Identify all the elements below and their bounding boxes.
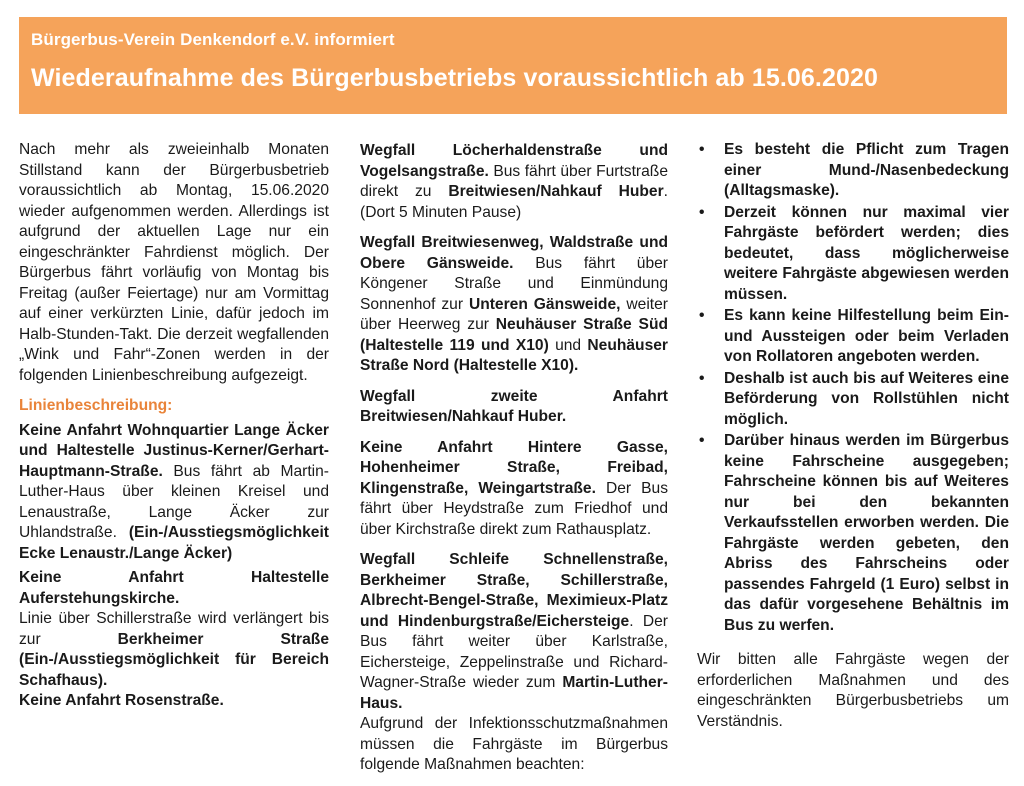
route-paragraph <box>360 141 668 223</box>
intro-paragraph: Nach mehr als zweieinhalb Monaten Stillstand kann der Bürgerbusbetrieb voraussichtlich ab Montag, 15.06.2020 wieder aufgenommen werden. Allerdings ist aufgrund der aktuellen Lage nur ein eingeschränkter Fahrdienst möglich. Der Bürgerbus fährt vorläufig von Montag bis Freitag (außer Feiertage) nur am Vormittag auf einer verkürzten Linie, dafür jedoch im Halb-Stunden-Takt. Die derzeit wegfallenden „Wink und Fahr“-Zonen werden in der folgenden Linienbeschreibung aufgezeigt. <box>19 141 329 384</box>
route-paragraph <box>360 438 668 541</box>
route-change-text: Der Bus fährt über Heydstraße zum Friedhof und über Kirchstraße direkt zum Rathausplatz. <box>360 479 668 538</box>
route-change-title: Keine Anfahrt Haltestelle Auferstehungskirche. <box>19 569 329 607</box>
column-2 <box>360 141 668 786</box>
route-paragraph <box>19 568 329 691</box>
list-item: • Es besteht die Pflicht zum Tragen einer Mund-/Nasenbedeckung (Alltagsmaske). <box>697 140 1009 202</box>
closing-paragraph: Wir bitten alle Fahrgäste wegen der erforderlichen Maßnahmen und des eingeschränkten Bürgerbusbetriebs um Verständnis. <box>697 651 1009 730</box>
route-change-title: Wegfall zweite Anfahrt Breitwiesen/Nahkauf Huber. <box>360 387 668 425</box>
list-item: • Deshalb ist auch bis auf Weiteres eine Beförderung von Rollstühlen nicht möglich. <box>697 369 1009 431</box>
route-change-title: Wegfall Löcherhaldenstraße und Vogelsangstraße. <box>360 142 668 180</box>
route-change-stop: Neuhäuser Straße Süd (Haltestelle 119 und X10) <box>360 316 668 354</box>
route-change-text: weiter über Heerweg zur <box>360 295 668 333</box>
route-change-title: Keine Anfahrt Hintere Gasse, Hohenheimer Straße, Freibad, Klingenstraße, Weingartstraße. <box>360 438 668 497</box>
measures-intro: Aufgrund der Infektionsschutzmaßnahmen müssen die Fahrgäste im Bürgerbus folgende Maßnahmen beachten: <box>360 715 668 773</box>
list-item: • Darüber hinaus werden im Bürgerbus keine Fahrscheine ausgegeben; Fahrscheine können bis auf Weiteres nur bei den bekannten Verkaufsstellen erworben werden. Die Fahrgäste werden gebeten, den Abriss des Fahrscheins oder passendes Fahrgeld (1 Euro) selbst in das dafür vorgesehene Behältnis im Bus zu werfen. <box>697 431 1009 636</box>
measures-list <box>697 140 1009 636</box>
route-paragraph <box>360 387 668 428</box>
route-change-stop: Breitwiesen/Nahkauf Huber <box>448 183 664 200</box>
route-change-text: . Der Bus fährt weiter über Karlstraße, Eichersteige, Zeppelinstraße und Richard-Wagner-Straße wieder zum <box>360 612 668 691</box>
route-change-text: und <box>548 336 588 354</box>
header-title: Wiederaufnahme des Bürgerbusbetriebs voraussichtlich ab 15.06.2020 <box>31 64 878 92</box>
route-change-title: Wegfall Breitwiesenweg, Waldstraße und Obere Gänsweide. <box>360 234 668 272</box>
route-change-title: Keine Anfahrt Wohnquartier Lange Äcker und Haltestelle Justinus-Kerner/Gerhart-Hauptmann-Straße. <box>19 421 329 480</box>
header-banner <box>19 17 1007 114</box>
list-item: • Derzeit können nur maximal vier Fahrgäste befördert werden; dies bedeutet, dass möglicherweise weitere Fahrgäste abgewiesen werden müssen. <box>697 203 1009 306</box>
column-3 <box>697 140 1009 742</box>
header-subtitle: Bürgerbus-Verein Denkendorf e.V. informiert <box>31 30 395 49</box>
section-heading: Linienbeschreibung: <box>19 397 173 414</box>
route-change-stop: Unteren Gänsweide, <box>468 295 621 313</box>
route-change-text: Linie über Schillerstraße wird verlängert bis zur <box>19 610 329 648</box>
route-change-text: Bus fährt über Furtstraße direkt zu <box>360 162 668 200</box>
column-1 <box>19 140 329 722</box>
route-change-stop: Martin-Luther-Haus. <box>360 674 668 712</box>
route-paragraph <box>19 421 329 565</box>
route-paragraph <box>19 691 329 712</box>
route-change-note: (Ein-/Ausstiegsmöglichkeit Ecke Lenaustr./Lange Äcker) <box>19 524 329 562</box>
route-change-text: Bus fährt ab Martin-Luther-Haus über kleinen Kreisel und Lenaustraße, Lange Äcker zur Uhlandstraße. <box>19 462 329 541</box>
route-change-stop: Neuhäuser Straße Nord (Haltestelle X10). <box>360 336 668 374</box>
route-paragraph <box>360 550 668 714</box>
route-change-title: Wegfall Schleife Schnellenstraße, Berkheimer Straße, Schillerstraße, Albrecht-Bengel-Straße, Meximieux-Platz und Hindenburgstraße/Eichersteige <box>360 551 668 630</box>
list-item: • Es kann keine Hilfestellung beim Ein- und Aussteigen oder beim Verladen von Rollatoren angeboten werden. <box>697 306 1009 368</box>
route-change-title: Keine Anfahrt Rosenstraße. <box>19 692 224 709</box>
route-paragraph <box>360 233 668 377</box>
route-change-note: Berkheimer Straße (Ein-/Ausstiegsmöglichkeit für Bereich Schafhaus). <box>19 630 329 689</box>
route-change-text: . (Dort 5 Minuten Pause) <box>360 183 668 221</box>
route-change-text: Bus fährt über Köngener Straße und Einmündung Sonnenhof zur <box>360 254 668 313</box>
